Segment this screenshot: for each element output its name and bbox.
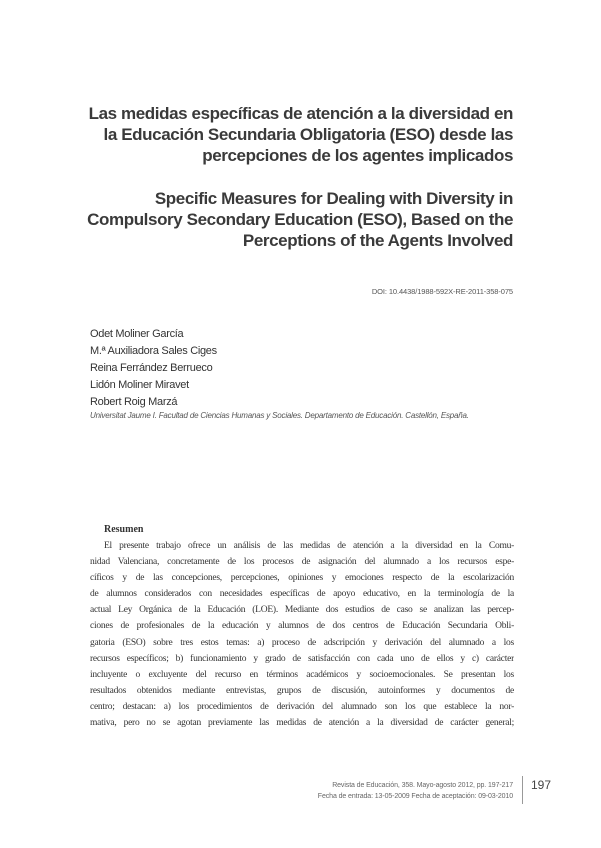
abstract-heading: Resumen [104, 524, 144, 535]
abstract-line: nidad Valenciana, concretamente de los procesos de asignación del alumnado a los recursos espe- [90, 557, 514, 568]
submission-dates: Fecha de entrada: 13-05-2009 Fecha de aceptación: 09-03-2010 [317, 793, 513, 800]
english-title-line: Perceptions of the Agents Involved [242, 231, 513, 250]
author-affiliation: Universitat Jaume I. Facultad de Ciencias Humanas y Sociales. Departamento de Educación. Castellón, España. [90, 411, 469, 420]
abstract-line: gatoria (ESO) sobre tres estos temas: a) proceso de adscripción y derivación del alumnado a los [90, 637, 514, 648]
abstract-line: centro; destacan: a) los procedimientos de derivación del alumnado son los que establece la nor- [90, 701, 514, 712]
spanish-title-line: percepciones de los agentes implicados [202, 146, 513, 165]
journal-citation: Revista de Educación, 358. Mayo-agosto 2012, pp. 197-217 [332, 782, 513, 789]
author-name: Odet Moliner García [90, 328, 184, 340]
author-name: M.ª Auxiliadora Sales Ciges [90, 345, 217, 357]
page-footer [318, 780, 513, 802]
author-list [90, 326, 469, 420]
abstract-line: mativa, pero no se agotan previamente las medidas de atención a la diversidad de carácter general; [90, 718, 514, 729]
english-title-line: Specific Measures for Dealing with Diversity in [154, 189, 513, 208]
spanish-title-line: la Educación Secundaria Obligatoria (ESO) desde las [103, 125, 513, 144]
abstract-line: recursos específicos; b) funcionamiento y grado de satisfacción con cada uno de ellos y c) carácter [90, 653, 514, 664]
footer-divider [522, 776, 523, 804]
abstract-line: resultados obtenidos mediante entrevistas, grupos de discusión, autoinformes y documentos de [90, 685, 514, 696]
abstract-line: incluyente o excluyente del recurso en términos académicos y socioemocionales. Se presentan los [90, 669, 514, 680]
spanish-title-line: Las medidas específicas de atención a la diversidad en [88, 104, 513, 123]
abstract-line: de alumnos considerados con necesidades específicas de apoyo educativo, en la terminología de la [90, 589, 514, 600]
author-name: Reina Ferrández Berrueco [90, 362, 213, 374]
spanish-title [53, 103, 513, 166]
author-name: Lidón Moliner Miravet [90, 379, 189, 391]
article-title-block [53, 103, 513, 251]
page-number: 197 [531, 778, 552, 792]
abstract-line: cíficos y de las concepciones, percepciones, opiniones y emociones respecto de la escolarización [90, 573, 514, 584]
abstract-section [90, 524, 514, 731]
english-title-line: Compulsory Secondary Education (ESO), Based on the [87, 210, 513, 229]
english-title [53, 188, 513, 251]
doi-identifier: DOI: 10.4438/1988-592X-RE-2011-358-075 [371, 287, 513, 296]
abstract-line: El presente trabajo ofrece un análisis de las medidas de atención a la diversidad en la Comu- [104, 541, 514, 551]
abstract-line: ciones de profesionales de la educación y alumnos de dos centros de Educación Secundaria Obli- [90, 621, 514, 632]
author-name: Robert Roig Marzá [90, 396, 178, 408]
abstract-line: actual Ley Orgánica de la Educación (LOE). Mediante dos estudios de caso se analizan las percep- [90, 605, 514, 616]
